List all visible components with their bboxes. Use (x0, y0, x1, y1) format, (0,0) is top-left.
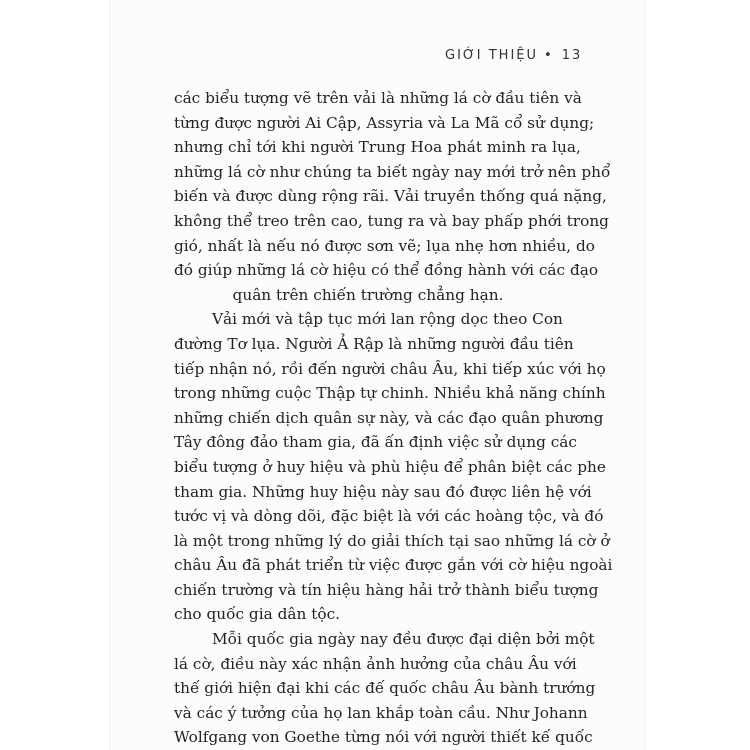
text-line: đó giúp những lá cờ hiệu có thể đồng hành với các đạo (174, 261, 599, 280)
text-line: và các ý tưởng của họ lan khắp toàn cầu. Như Johann (174, 703, 588, 722)
text-line: cho quốc gia dân tộc. (174, 605, 341, 624)
paragraph-3 (174, 627, 596, 750)
text-line: gió, nhất là nếu nó được sơn vẽ; lụa nhẹ hơn nhiều, do (174, 236, 595, 255)
text-line: tước vị và dòng dõi, đặc biệt là với các hoàng tộc, và đó (174, 507, 604, 526)
text-line: lá cờ, điều này xác nhận ảnh hưởng của châu Âu với (174, 654, 577, 673)
text-line: đường Tơ lụa. Người Ả Rập là những người đầu tiên (174, 334, 574, 353)
body-text (174, 86, 613, 750)
text-line: Mỗi quốc gia ngày nay đều được đại diện bởi một (212, 630, 595, 649)
text-line: tham gia. Những huy hiệu này sau đó được liên hệ với (174, 482, 592, 501)
text-line: nhưng chỉ tới khi người Trung Hoa phát minh ra lụa, (174, 138, 581, 157)
text-line: chiến trường và tín hiệu hàng hải trở thành biểu tượng (174, 580, 599, 599)
running-head (445, 48, 582, 63)
text-line: tiếp nhận nó, rồi đến người châu Âu, khi tiếp xúc với họ (174, 359, 606, 378)
section-title: GIỚI THIỆU (445, 48, 539, 63)
text-line: các biểu tượng vẽ trên vải là những lá cờ đầu tiên và (174, 89, 582, 107)
text-line: không thể treo trên cao, tung ra và bay phấp phới trong (174, 211, 609, 230)
text-line: những lá cờ như chúng ta biết ngày nay mới trở nên phổ (174, 162, 611, 181)
text-line: Tây đông đảo tham gia, đã ấn định việc sử dụng các (174, 433, 577, 452)
text-line: Wolfgang von Goethe từng nói với người thiết kế quốc (174, 728, 593, 747)
text-line: trong những cuộc Thập tự chinh. Nhiều khả năng chính (174, 384, 606, 403)
text-line: biến và được dùng rộng rãi. Vải truyền thống quá nặng, (174, 187, 607, 206)
text-line: Vải mới và tập tục mới lan rộng dọc theo Con (212, 310, 563, 329)
page-number: 13 (561, 48, 583, 63)
paragraph-2 (174, 307, 613, 627)
text-line: từng được người Ai Cập, Assyria và La Mã cổ sử dụng; (174, 113, 595, 132)
text-line: thế giới hiện đại khi các đế quốc châu Âu bành trướng (174, 679, 596, 698)
paragraph-1 (174, 86, 611, 307)
text-line: những chiến dịch quân sự này, và các đạo quân phương (174, 408, 604, 427)
header-separator: • (544, 48, 554, 63)
text-line: là một trong những lý do giải thích tại sao những lá cờ ở (174, 531, 610, 550)
text-line: biểu tượng ở huy hiệu và phù hiệu để phân biệt các phe (174, 457, 606, 476)
text-line: quân trên chiến trường chẳng hạn. (232, 285, 504, 304)
text-line: châu Âu đã phát triển từ việc được gắn với cờ hiệu ngoài (174, 556, 613, 575)
